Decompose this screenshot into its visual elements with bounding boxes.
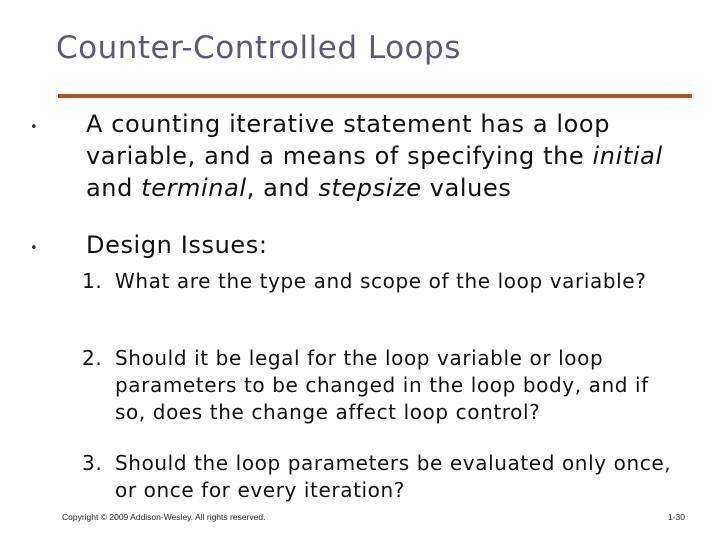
list-item-number: 2. <box>82 346 103 370</box>
list-item-text: Should the loop parameters be evaluated only once, or once for every iteration? <box>115 451 672 502</box>
title-rule <box>58 94 692 98</box>
emphasis-terminal: terminal <box>141 174 247 202</box>
bullet-marker: • <box>30 120 38 135</box>
list-item-number: 3. <box>82 451 103 475</box>
bullet-text-part: A counting iterative statement has a loop variable, and a means of specifying the <box>86 110 611 170</box>
footer-slide-number: 1-30 <box>668 512 686 522</box>
slide-title: Counter-Controlled Loops <box>56 30 461 66</box>
footer-copyright: Copyright © 2009 Addison-Wesley. All rights reserved. <box>62 512 266 522</box>
bullet-text-part: , and <box>246 174 319 202</box>
bullet-text-part: and <box>86 174 142 202</box>
emphasis-initial: initial <box>592 142 663 170</box>
bullet-text-part: values <box>421 174 512 202</box>
emphasis-stepsize: stepsize <box>318 174 422 202</box>
list-item-text: Should it be legal for the loop variable or loop parameters to be changed in the loop body, and if so, does the change affect loop control? <box>115 346 649 424</box>
bullet-text <box>86 108 686 204</box>
list-item-text: What are the type and scope of the loop variable? <box>115 269 647 293</box>
bullet-marker: • <box>30 241 38 256</box>
list-item-number: 1. <box>82 269 103 293</box>
bullet-text: Design Issues: <box>86 231 268 259</box>
